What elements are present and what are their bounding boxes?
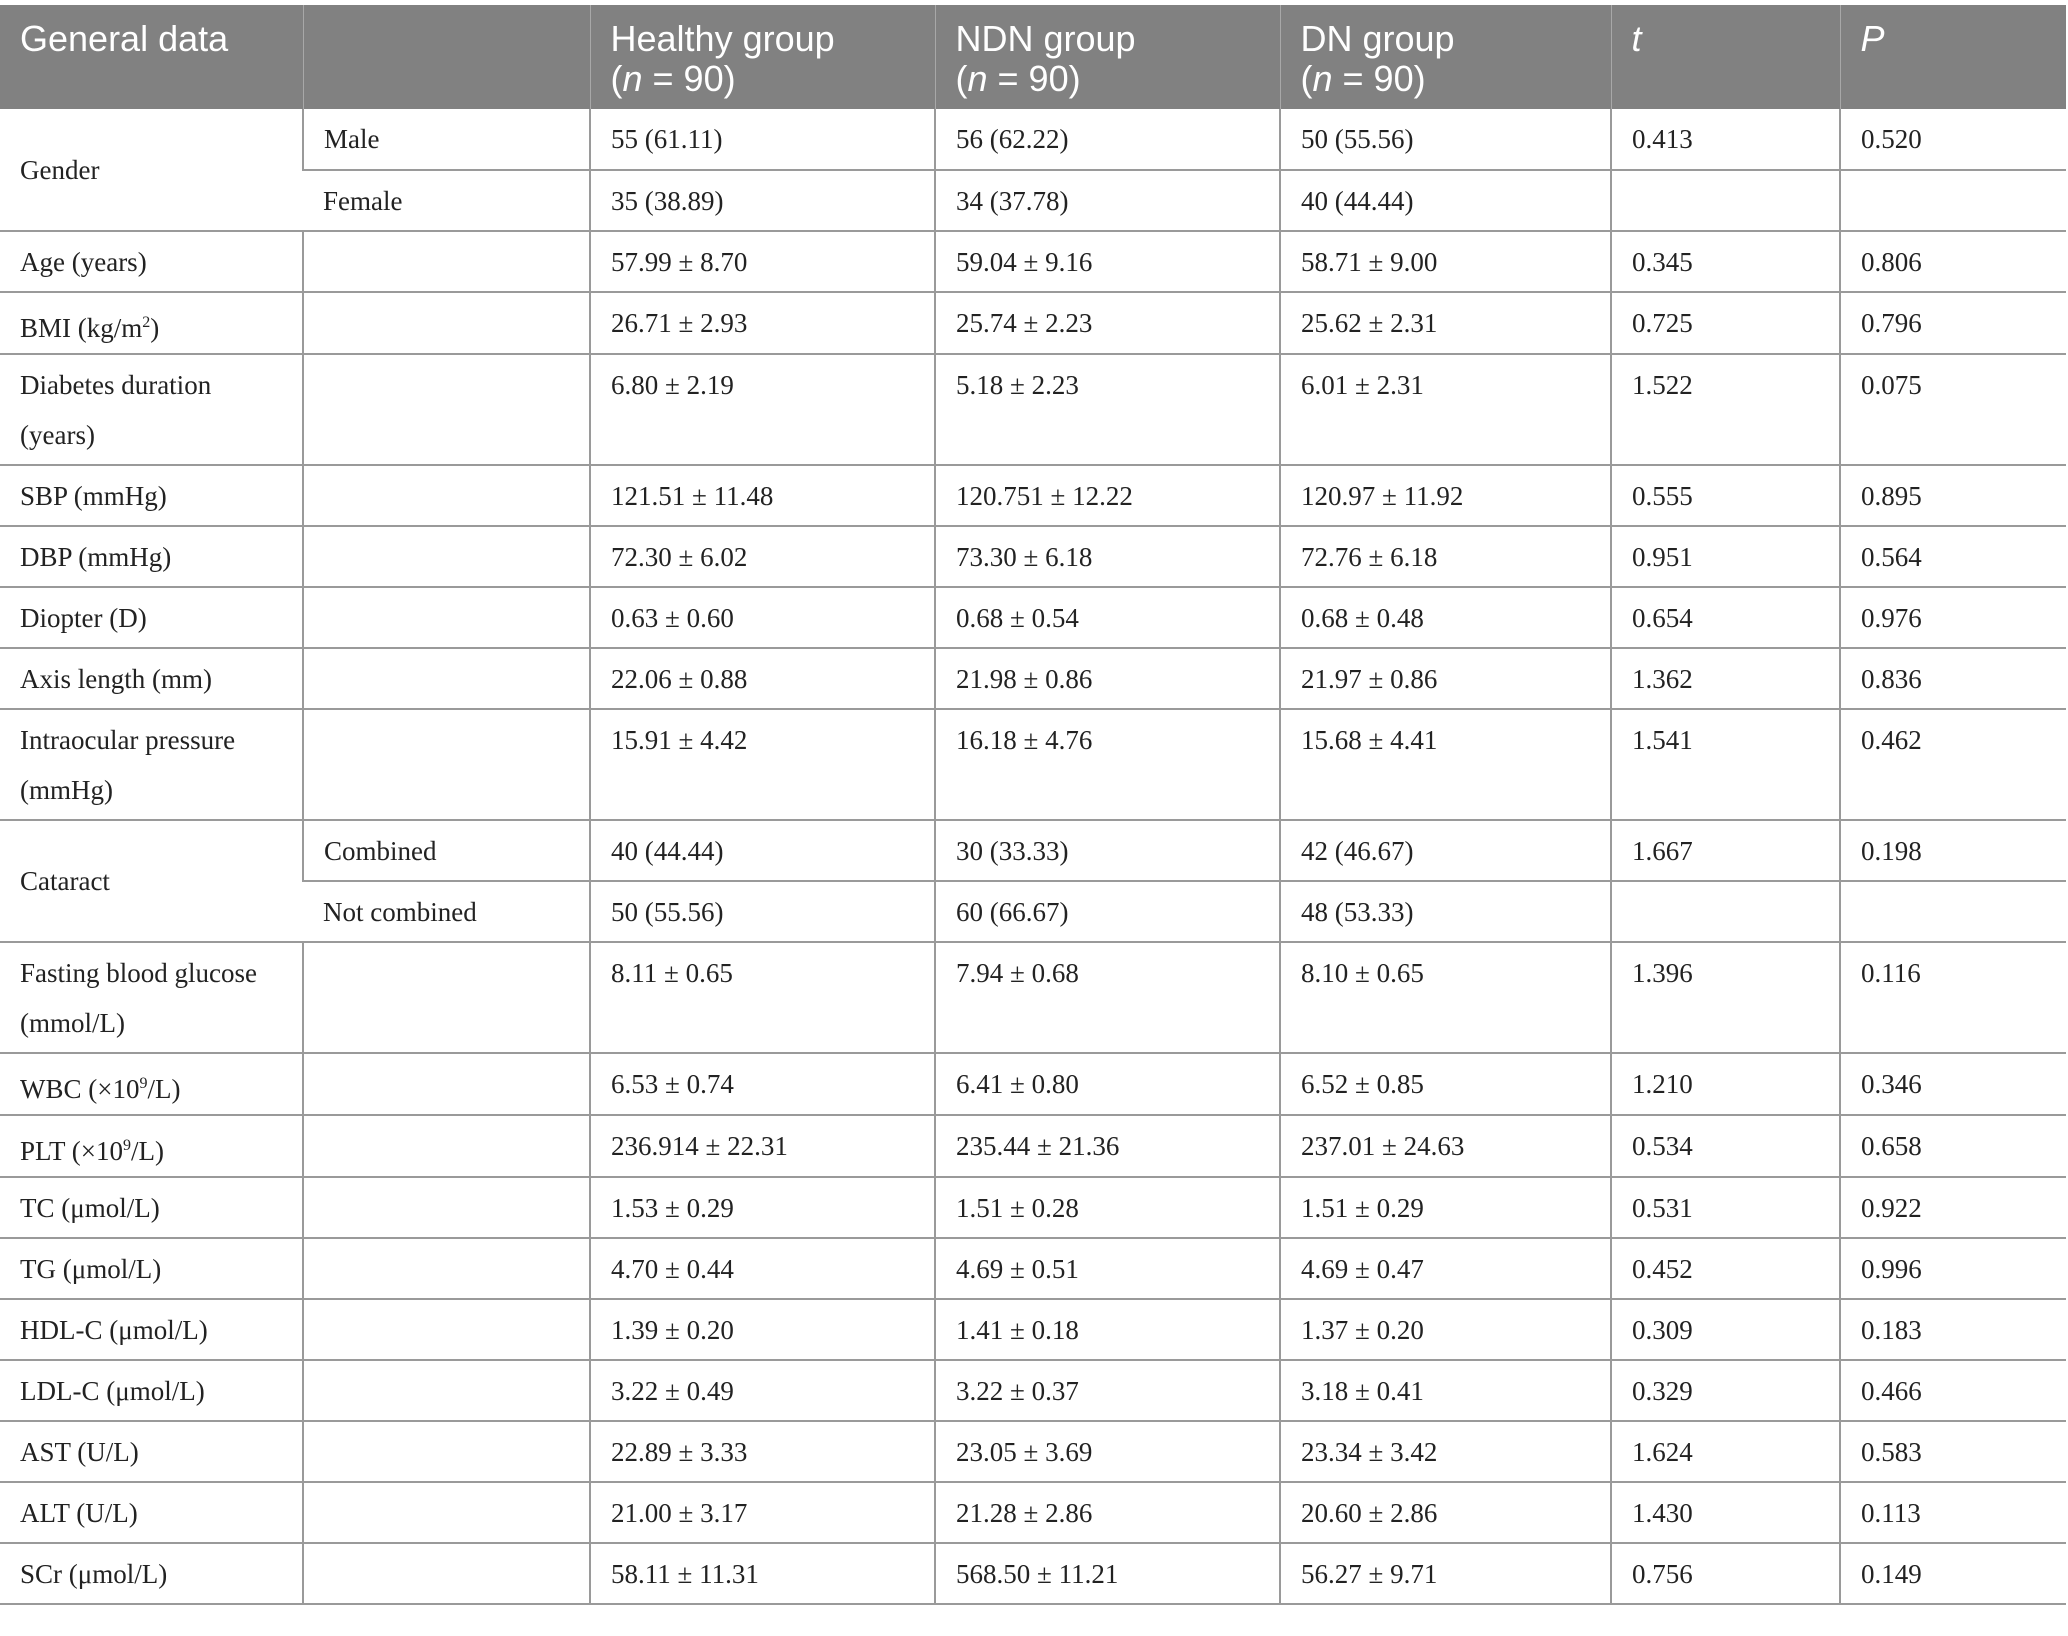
- row-label-bmi: BMI $(kg/m^2)$: [0, 292, 303, 354]
- cell-ndn: 34 (37.78): [935, 170, 1280, 231]
- header-dn-label: DN group: [1300, 18, 1455, 59]
- cell-ndn: 25.74 ± 2.23: [935, 292, 1280, 354]
- cell-dn: 15.68 ± 4.41: [1280, 709, 1611, 820]
- table-row: [0, 1299, 2066, 1360]
- table-row: [0, 709, 2066, 820]
- cell-t: 0.531: [1611, 1177, 1840, 1238]
- sub-label: [303, 465, 590, 526]
- cell-p: 0.658: [1840, 1115, 2066, 1177]
- cell-healthy: 3.22 ± 0.49: [590, 1360, 935, 1421]
- row-label-tc: TC (μmol/L): [0, 1177, 303, 1238]
- cell-healthy: 8.11 ± 0.65: [590, 942, 935, 1053]
- cell-p: 0.466: [1840, 1360, 2066, 1421]
- cell-ndn: 235.44 ± 21.36: [935, 1115, 1280, 1177]
- cell-healthy: 21.00 ± 3.17: [590, 1482, 935, 1543]
- cell-p: 0.583: [1840, 1421, 2066, 1482]
- header-general-data: General data: [0, 5, 303, 109]
- cell-p: 0.183: [1840, 1299, 2066, 1360]
- cell-healthy: 0.63 ± 0.60: [590, 587, 935, 648]
- row-label-fasting-blood-glucose: Fasting blood glucose (mmol/L): [0, 942, 303, 1053]
- cell-ndn: 3.22 ± 0.37: [935, 1360, 1280, 1421]
- row-label-hdl-c: HDL-C (μmol/L): [0, 1299, 303, 1360]
- header-healthy-label: Healthy group: [610, 18, 835, 59]
- cell-ndn: 0.68 ± 0.54: [935, 587, 1280, 648]
- table-row: [0, 587, 2066, 648]
- cell-healthy: 236.914 ± 22.31: [590, 1115, 935, 1177]
- cell-ndn: 23.05 ± 3.69: [935, 1421, 1280, 1482]
- cell-p: 0.462: [1840, 709, 2066, 820]
- cell-dn: 48 (53.33): [1280, 881, 1611, 942]
- cell-dn: 237.01 ± 24.63: [1280, 1115, 1611, 1177]
- cell-t: 0.452: [1611, 1238, 1840, 1299]
- cell-healthy: 1.39 ± 0.20: [590, 1299, 935, 1360]
- cell-healthy: 6.53 ± 0.74: [590, 1053, 935, 1115]
- sub-label: [303, 1115, 590, 1177]
- sub-label: Not combined: [303, 881, 590, 942]
- cell-dn: 6.01 ± 2.31: [1280, 354, 1611, 465]
- cell-t: 1.430: [1611, 1482, 1840, 1543]
- sub-label: Female: [303, 170, 590, 231]
- header-p: P: [1840, 5, 2066, 109]
- cell-healthy: 4.70 ± 0.44: [590, 1238, 935, 1299]
- table-header-row: [0, 5, 2066, 109]
- cell-t: [1611, 170, 1840, 231]
- table-row: [0, 1482, 2066, 1543]
- row-label-plt: PLT $(\times 10^9/L)$: [0, 1115, 303, 1177]
- cell-healthy: 72.30 ± 6.02: [590, 526, 935, 587]
- cell-healthy: 35 (38.89): [590, 170, 935, 231]
- sub-label: [303, 942, 590, 1053]
- header-ndn-label: NDN group: [955, 18, 1136, 59]
- row-label-alt: ALT (U/L): [0, 1482, 303, 1543]
- cell-t: 0.309: [1611, 1299, 1840, 1360]
- sub-label: [303, 231, 590, 292]
- table-row: [0, 292, 2066, 354]
- cell-p: 0.149: [1840, 1543, 2066, 1604]
- sub-label: [303, 1299, 590, 1360]
- cell-p: 0.836: [1840, 648, 2066, 709]
- cell-t: 1.624: [1611, 1421, 1840, 1482]
- table-row: [0, 820, 2066, 881]
- cell-ndn: 21.98 ± 0.86: [935, 648, 1280, 709]
- cell-t: 0.345: [1611, 231, 1840, 292]
- header-ndn-group: NDN group (n = 90): [935, 5, 1280, 109]
- cell-p: 0.198: [1840, 820, 2066, 881]
- row-label-dbp: DBP (mmHg): [0, 526, 303, 587]
- cell-t: 0.555: [1611, 465, 1840, 526]
- cell-ndn: 30 (33.33): [935, 820, 1280, 881]
- cell-t: 1.362: [1611, 648, 1840, 709]
- cell-ndn: 1.51 ± 0.28: [935, 1177, 1280, 1238]
- row-label-age: Age (years): [0, 231, 303, 292]
- sub-label: [303, 526, 590, 587]
- row-label-sbp: SBP (mmHg): [0, 465, 303, 526]
- cell-dn: 56.27 ± 9.71: [1280, 1543, 1611, 1604]
- cell-ndn: 120.751 ± 12.22: [935, 465, 1280, 526]
- cell-t: 1.667: [1611, 820, 1840, 881]
- cell-ndn: 7.94 ± 0.68: [935, 942, 1280, 1053]
- sub-label: Combined: [303, 820, 590, 881]
- cell-ndn: 1.41 ± 0.18: [935, 1299, 1280, 1360]
- table-row: [0, 231, 2066, 292]
- cell-healthy: 57.99 ± 8.70: [590, 231, 935, 292]
- cell-p: 0.976: [1840, 587, 2066, 648]
- cell-p: [1840, 170, 2066, 231]
- cell-ndn: 6.41 ± 0.80: [935, 1053, 1280, 1115]
- sub-label: [303, 709, 590, 820]
- sub-label: [303, 1543, 590, 1604]
- cell-healthy: 55 (61.11): [590, 109, 935, 170]
- cell-healthy: 50 (55.56): [590, 881, 935, 942]
- cell-healthy: 58.11 ± 11.31: [590, 1543, 935, 1604]
- cell-dn: 120.97 ± 11.92: [1280, 465, 1611, 526]
- cell-dn: 0.68 ± 0.48: [1280, 587, 1611, 648]
- header-dn-group: DN group (n = 90): [1280, 5, 1611, 109]
- row-label-wbc: WBC $(\times 10^9/L)$: [0, 1053, 303, 1115]
- cell-t: 0.534: [1611, 1115, 1840, 1177]
- row-label-diabetes-duration: Diabetes duration (years): [0, 354, 303, 465]
- table-row: [0, 942, 2066, 1053]
- cell-dn: 20.60 ± 2.86: [1280, 1482, 1611, 1543]
- cell-p: 0.346: [1840, 1053, 2066, 1115]
- table-row: [0, 881, 2066, 942]
- cell-dn: 25.62 ± 2.31: [1280, 292, 1611, 354]
- cell-dn: 72.76 ± 6.18: [1280, 526, 1611, 587]
- cell-t: 1.210: [1611, 1053, 1840, 1115]
- cell-p: 0.922: [1840, 1177, 2066, 1238]
- cell-ndn: 5.18 ± 2.23: [935, 354, 1280, 465]
- table-row: [0, 170, 2066, 231]
- cell-dn: 50 (55.56): [1280, 109, 1611, 170]
- cell-ndn: 4.69 ± 0.51: [935, 1238, 1280, 1299]
- general-data-table: [0, 5, 2066, 1605]
- cell-t: 0.951: [1611, 526, 1840, 587]
- table-row: [0, 1543, 2066, 1604]
- sub-label: [303, 1238, 590, 1299]
- row-label-tg: TG (μmol/L): [0, 1238, 303, 1299]
- cell-t: 0.329: [1611, 1360, 1840, 1421]
- cell-healthy: 1.53 ± 0.29: [590, 1177, 935, 1238]
- cell-dn: 8.10 ± 0.65: [1280, 942, 1611, 1053]
- cell-t: 1.522: [1611, 354, 1840, 465]
- cell-dn: 3.18 ± 0.41: [1280, 1360, 1611, 1421]
- sub-label: [303, 587, 590, 648]
- cell-healthy: 26.71 ± 2.93: [590, 292, 935, 354]
- cell-p: 0.075: [1840, 354, 2066, 465]
- row-label-ldl-c: LDL-C (μmol/L): [0, 1360, 303, 1421]
- table-row: [0, 1360, 2066, 1421]
- row-label-axis-length: Axis length (mm): [0, 648, 303, 709]
- cell-dn: 21.97 ± 0.86: [1280, 648, 1611, 709]
- cell-dn: 1.37 ± 0.20: [1280, 1299, 1611, 1360]
- table-row: [0, 354, 2066, 465]
- sub-label: Male: [303, 109, 590, 170]
- table-row: [0, 465, 2066, 526]
- cell-t: 0.756: [1611, 1543, 1840, 1604]
- cell-ndn: 568.50 ± 11.21: [935, 1543, 1280, 1604]
- row-label-gender: Gender: [0, 109, 303, 231]
- header-t: t: [1611, 5, 1840, 109]
- header-healthy-group: Healthy group (n = 90): [590, 5, 935, 109]
- row-label-diopter: Diopter (D): [0, 587, 303, 648]
- table-row: [0, 526, 2066, 587]
- cell-t: 0.725: [1611, 292, 1840, 354]
- sub-label: [303, 1482, 590, 1543]
- cell-t: [1611, 881, 1840, 942]
- cell-healthy: 22.06 ± 0.88: [590, 648, 935, 709]
- cell-dn: 42 (46.67): [1280, 820, 1611, 881]
- cell-healthy: 121.51 ± 11.48: [590, 465, 935, 526]
- table-row: [0, 109, 2066, 170]
- cell-t: 0.413: [1611, 109, 1840, 170]
- sub-label: [303, 1360, 590, 1421]
- cell-dn: 6.52 ± 0.85: [1280, 1053, 1611, 1115]
- cell-t: 0.654: [1611, 587, 1840, 648]
- cell-healthy: 22.89 ± 3.33: [590, 1421, 935, 1482]
- cell-ndn: 59.04 ± 9.16: [935, 231, 1280, 292]
- cell-dn: 58.71 ± 9.00: [1280, 231, 1611, 292]
- table-row: [0, 1238, 2066, 1299]
- row-label-intraocular-pressure: Intraocular pressure (mmHg): [0, 709, 303, 820]
- cell-dn: 23.34 ± 3.42: [1280, 1421, 1611, 1482]
- cell-p: 0.520: [1840, 109, 2066, 170]
- sub-label: [303, 1053, 590, 1115]
- table-row: [0, 1115, 2066, 1177]
- cell-ndn: 73.30 ± 6.18: [935, 526, 1280, 587]
- sub-label: [303, 648, 590, 709]
- cell-t: 1.541: [1611, 709, 1840, 820]
- cell-healthy: 40 (44.44): [590, 820, 935, 881]
- cell-p: 0.116: [1840, 942, 2066, 1053]
- cell-p: [1840, 881, 2066, 942]
- cell-dn: 1.51 ± 0.29: [1280, 1177, 1611, 1238]
- cell-ndn: 60 (66.67): [935, 881, 1280, 942]
- cell-healthy: 6.80 ± 2.19: [590, 354, 935, 465]
- cell-healthy: 15.91 ± 4.42: [590, 709, 935, 820]
- cell-ndn: 21.28 ± 2.86: [935, 1482, 1280, 1543]
- cell-dn: 4.69 ± 0.47: [1280, 1238, 1611, 1299]
- cell-p: 0.895: [1840, 465, 2066, 526]
- cell-dn: 40 (44.44): [1280, 170, 1611, 231]
- header-subcategory: [303, 5, 590, 109]
- cell-ndn: 56 (62.22): [935, 109, 1280, 170]
- table-row: [0, 1053, 2066, 1115]
- row-label-scr: SCr (μmol/L): [0, 1543, 303, 1604]
- cell-p: 0.564: [1840, 526, 2066, 587]
- table-row: [0, 1177, 2066, 1238]
- cell-p: 0.996: [1840, 1238, 2066, 1299]
- sub-label: [303, 1421, 590, 1482]
- cell-ndn: 16.18 ± 4.76: [935, 709, 1280, 820]
- cell-p: 0.796: [1840, 292, 2066, 354]
- cell-t: 1.396: [1611, 942, 1840, 1053]
- row-label-ast: AST (U/L): [0, 1421, 303, 1482]
- cell-p: 0.806: [1840, 231, 2066, 292]
- sub-label: [303, 292, 590, 354]
- row-label-cataract: Cataract: [0, 820, 303, 942]
- sub-label: [303, 354, 590, 465]
- cell-p: 0.113: [1840, 1482, 2066, 1543]
- table-row: [0, 648, 2066, 709]
- table-row: [0, 1421, 2066, 1482]
- sub-label: [303, 1177, 590, 1238]
